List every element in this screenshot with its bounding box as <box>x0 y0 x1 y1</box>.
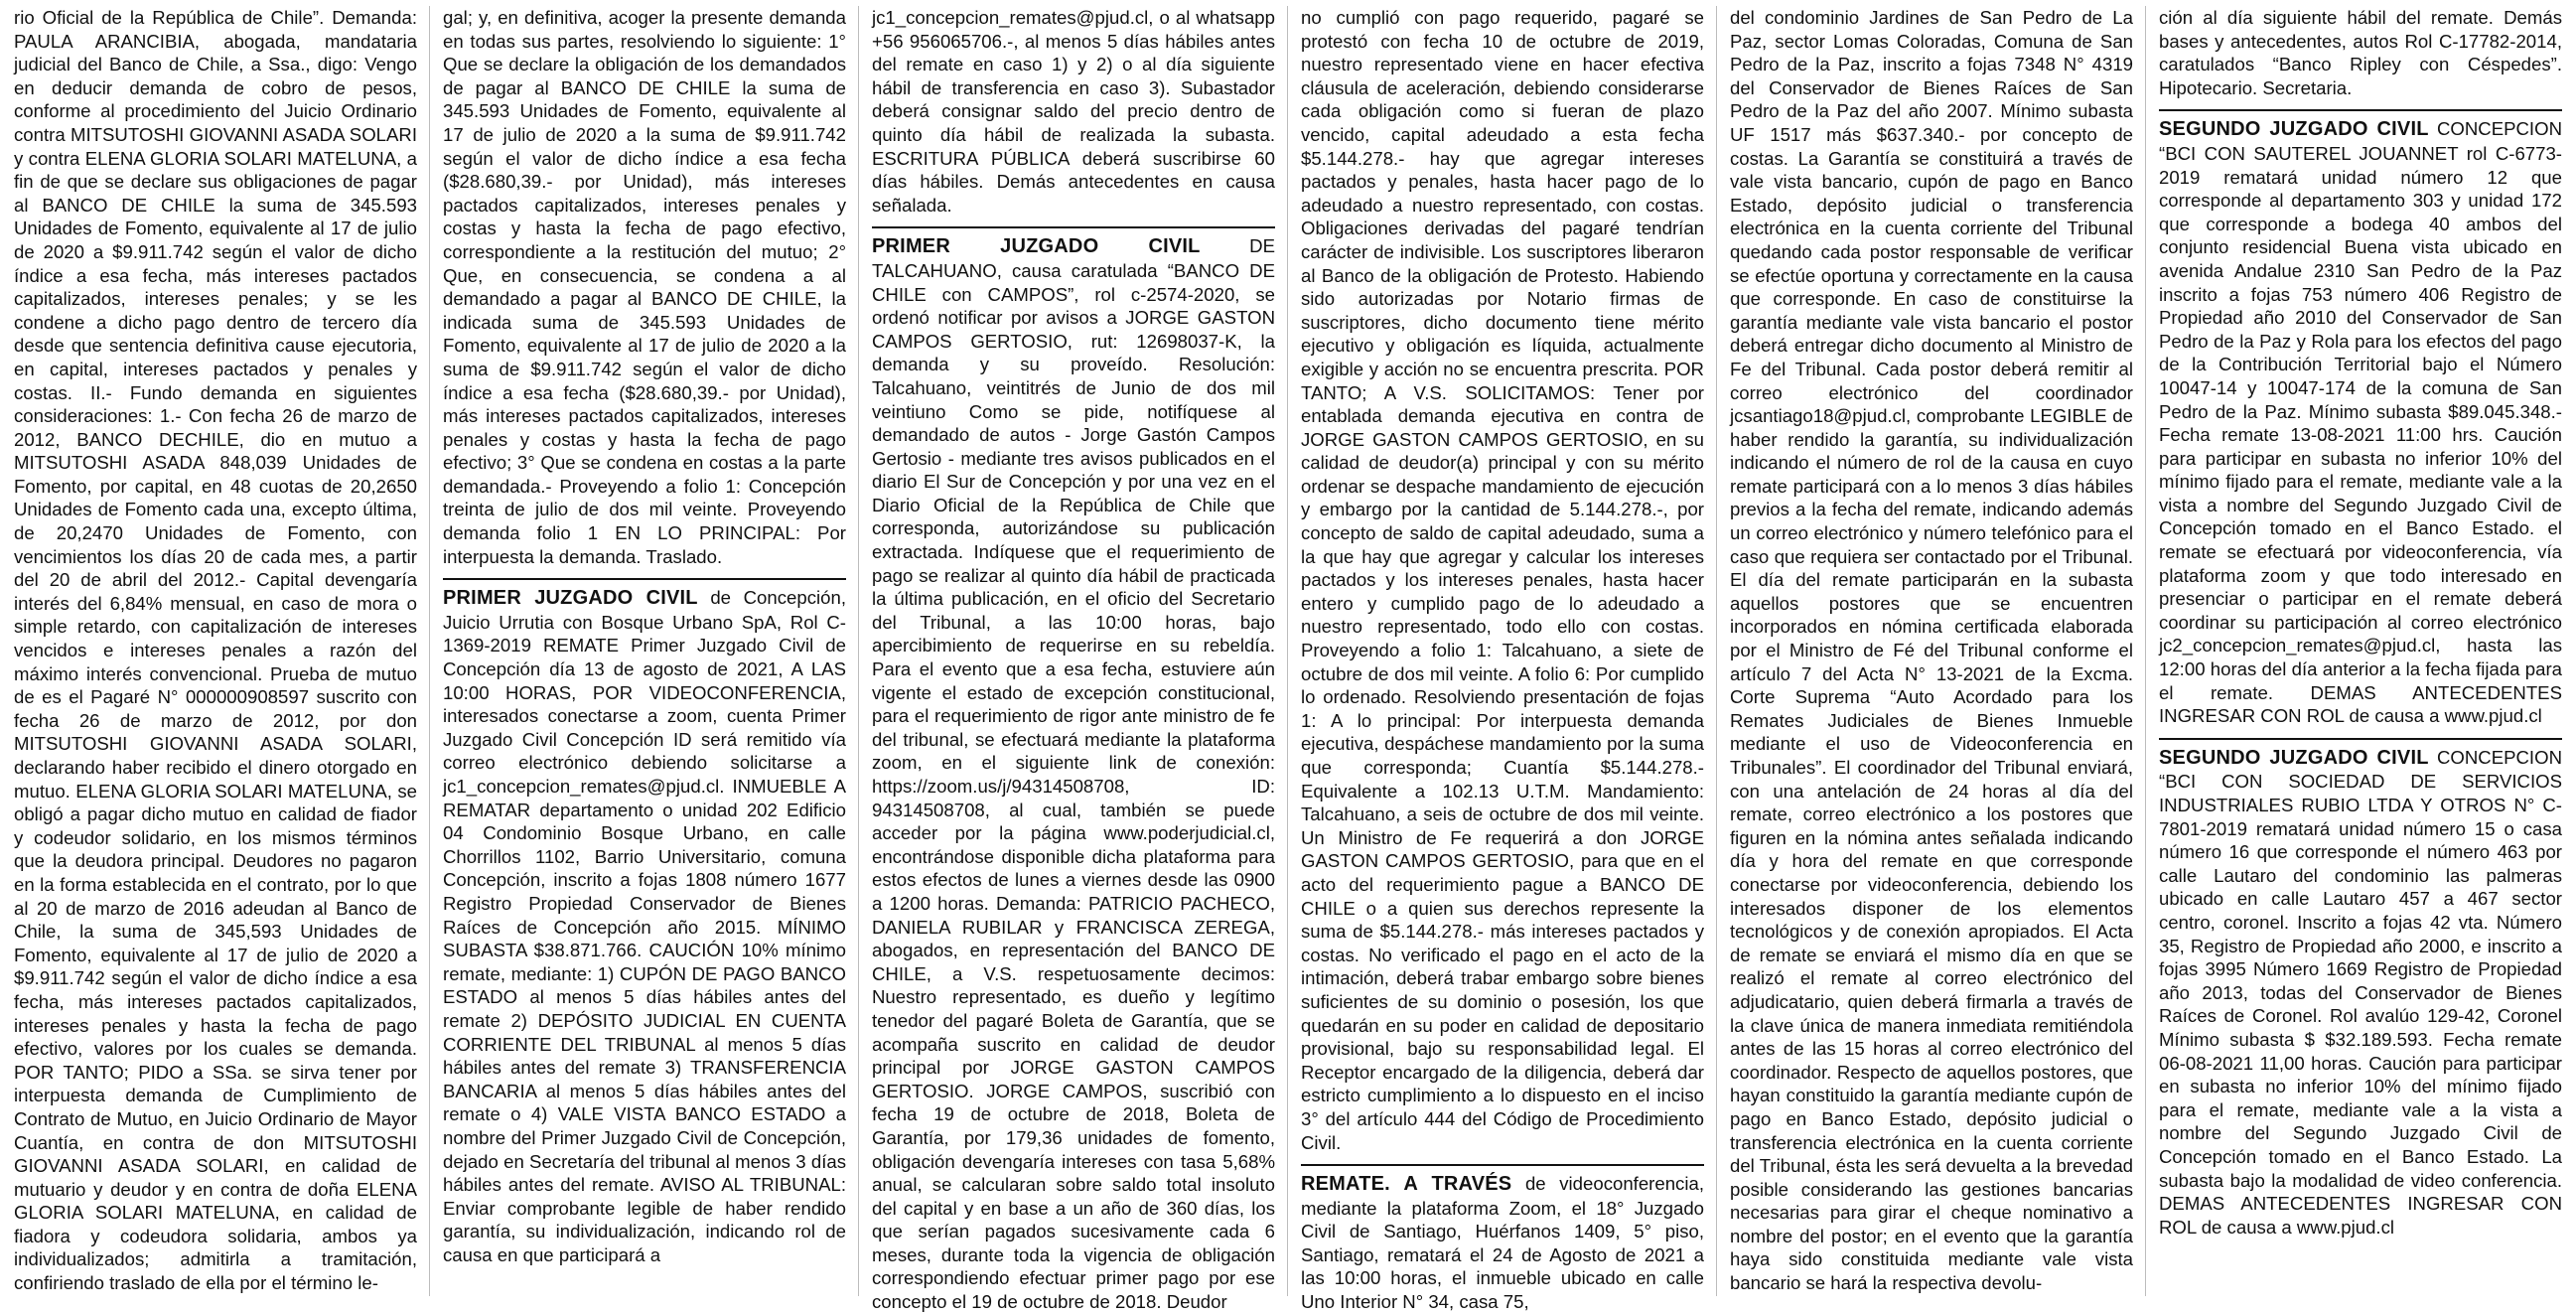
notice-paragraph <box>872 234 1275 1313</box>
notice-body-text: CONCEPCION “BCI CON SOCIEDAD DE SERVICIOS INDUSTRIALES RUBIO LTDA Y OTROS N° C-7801-2019 rematará unidad número 15 o casa número 16 que corresponde el número 463 por calle Lautaro del condominio las palmeras ubicado en calle Lautaro 457 a 467 sector centro, coronel. Inscrito a fojas 42 vta. Número 35, Registro de Propiedad año 2000, e inscrito a fojas 3995 Número 1669 Registro de Propiedad año 2013, todas del Conservador de Bienes Raíces de Coronel. Rol avalúo 129-42, Coronel Mínimo subasta $ $32.189.593. Fecha remate 06-08-2021 11,00 horas. Caución para participar en subasta no inferior 10% del mínimo fijado para el remate, mediante vale a la vista a nombre del Segundo Juzgado Civil de Concepción tomado en el Banco Estado. La subasta bajo la modalidad de video conferencia. DEMAS ANTECEDENTES INGRESAR CON ROL de causa a www.pjud.cl <box>2159 746 2562 1238</box>
column-5 <box>1730 6 2133 1296</box>
notice-heading: SEGUNDO JUZGADO CIVIL <box>2159 118 2429 141</box>
notice-body-text: no cumplió con pago requerido, pagaré se protestó con fecha 10 de octubre de 2019, nuestro representado viene en hacer efectiva cláusula de aceleración, debiendo considerarse cada obligación como si fueran de plazo vencido, capital adeudado a esta fecha $5.144.278.- hay que agregar intereses pactados y penales, hasta hacer pago de lo adeudado a nuestro representado, con costas. Obligaciones derivadas del pagaré tendrían carácter de indivisible. Los suscriptores liberaron al Banco de la obligación de Protesto. Habiendo sido autorizadas por Notario firmas de suscriptores, dicho documento tiene mérito ejecutivo y obligación es líquida, actualmente exigible y acción no se encuentra prescrita. POR TANTO; A V.S. SOLICITAMOS: Tener por entablada demanda ejecutiva en contra de JORGE GASTON CAMPOS GERTOSIO, en su calidad de deudor(a) principal y con su mérito ordenar se despache mandamiento de ejecución y embargo por la cantidad de 5.144.278.-, por concepto de saldo de capital adeudado, suma a la que hay que agregar y calcular los intereses pactados y los intereses penales, hasta hacer entero y cumplido pago de lo adeudado a nuestro representado, todo ello con costas. Proveyendo a folio 1: Talcahuano, a siete de octubre de dos mil veinte. A folio 6: Por cumplido lo ordenado. Resolviendo presentación de fojas 1: A lo principal: Por interpuesta demanda ejecutiva, despáchese mandamiento por la suma que corresponda; Cuantía $5.144.278.- Equivalente a 102.13 U.T.M. Mandamiento: Talcahuano, a seis de octubre de dos mil veinte. Un Ministro de Fe requerirá a don JORGE GASTON CAMPOS GERTOSIO, para que en el acto del requerimiento pague a BANCO DE CHILE o a quien sus derechos represente la suma de $5.144.278.- más intereses pactados y costas. No verificado el pago en el acto de la intimación, deberá trabar embargo sobre bienes suficientes de su dominio o posesión, los que quedarán en su poder en calidad de depositario provisional, bajo su responsabilidad legal. El Receptor encargado de la diligencia, deberá dar estricto cumplimiento a lo dispuesto en el inciso 3° del artículo 444 del Código de Procedimiento Civil. <box>1301 7 1704 1153</box>
notice-heading: REMATE. A TRAVÉS <box>1301 1173 1512 1196</box>
notice-heading: PRIMER JUZGADO CIVIL <box>443 587 698 610</box>
column-1 <box>14 6 417 1296</box>
notice-divider <box>443 578 846 580</box>
notice-body-text: gal; y, en definitiva, acoger la presente demanda en todas sus partes, resolviendo lo siguiente: 1° Que se declare la obligación de los demandados de pagar al BANCO DE CHILE la suma de 345.593 Unidades de Fomento, equivalente al 17 de julio de 2020 a la suma de $9.911.742 según el valor de dicho índice a esa fecha ($28.680,39.- por Unidad), más intereses pactados capitalizados, intereses penales y costas y hasta la fecha de pago efectivo, correspondiente a la restitución del mutuo; 2° Que, en consecuencia, se condena a al demandado a pagar al BANCO DE CHILE, la indicada suma de 345.593 Unidades de Fomento, equivalente al 17 de julio de 2020 a la suma de $9.911.742 según el valor de dicho índice a esa fecha ($28.680,39.- por Unidad), más intereses pactados capitalizados, intereses penales y costas y hasta la fecha de pago efectivo; 3° Que se condena en costas a la parte demandada.- Proveyendo a folio 1: Concepción treinta de julio de dos mil veinte. Proveyendo demanda folio 1 EN LO PRINCIPAL: Por interpuesta la demanda. Traslado. <box>443 7 846 567</box>
column-2 <box>443 6 846 1296</box>
notice-body-text: ción al día siguiente hábil del remate. Demás bases y antecedentes, autos Rol C-17782-2014, caratulados “Banco Ripley con Céspedes”. Hipotecario. Secretaria. <box>2159 7 2562 98</box>
column-6 <box>2159 6 2562 1296</box>
notice-body-text: rio Oficial de la República de Chile”. Demanda: PAULA ARANCIBIA, abogada, mandataria judicial del Banco de Chile, a Ssa., digo: Vengo en deducir demanda de cobro de pesos, conforme al procedimiento del Juicio Ordinario contra MITSUTOSHI GIOVANNI ASADA SOLARI y contra ELENA GLORIA SOLARI MATELUNA, a fin de que se declare sus obligaciones de pagar al BANCO DE CHILE la suma de 345.593 Unidades de Fomento, equivalente al 17 de julio de 2020 a $9.911.742 según el valor de dicho índice a esa fecha, más intereses pactados capitalizados, intereses penales; y se les condene a dicho pago dentro de tercero día desde que sentencia definitiva cause ejecutoria, en capital, intereses pactados y penales y costas. II.- Fundo demanda en siguientes consideraciones: 1.- Con fecha 26 de marzo de 2012, BANCO DECHILE, dio en mutuo a MITSUTOSHI ASADA 848,039 Unidades de Fomento, por capital, en 48 cuotas de 20,2650 Unidades de Fomento cada una, excepto última, de 20,2470 Unidades de Fomento, con vencimientos los días 20 de cada mes, a partir del 20 de abril del 2012.- Capital devengaría interés del 6,84% mensual, en caso de mora o simple retardo, con capitalización de intereses vencidos e intereses penales a razón del máximo interés convencional. Prueba de mutuo de es el Pagaré N° 000000908597 suscrito con fecha 26 de marzo de 2012, por don MITSUTOSHI GIOVANNI ASADA SOLARI, declarando haber recibido el dinero otorgado en mutuo. ELENA GLORIA SOLARI MATELUNA, se obligó a pagar dicho mutuo en calidad de fiador y codeudor solidario, en los mismos términos que la deudora principal. Deudores no pagaron en la forma establecida en el contrato, por lo que al 20 de marzo de 2016 adeudan al Banco de Chile, la suma de 345,593 Unidades de Fomento, equivalente al 17 de julio de 2020 a $9.911.742 según el valor de dicho índice a esa fecha, más intereses pactados capitalizados, intereses penales y hasta la fecha de pago efectivo, valores por los cuales se demanda. POR TANTO; PIDO a SSa. se sirva tener por interpuesta demanda de Cumplimiento de Contrato de Mutuo, en Juicio Ordinario de Mayor Cuantía, en contra de don MITSUTOSHI GIOVANNI ASADA SOLARI, en calidad de mutuario y deudor y en contra de doña ELENA GLORIA SOLARI MATELUNA, en calidad de fiadora y codeudora solidaria, ambos ya individualizados; admitirla a tramitación, confiriendo traslado de ella por el término le- <box>14 7 417 1294</box>
notice-paragraph <box>14 6 417 1295</box>
notice-paragraph <box>443 586 846 1266</box>
notice-paragraph <box>2159 117 2562 727</box>
column-3 <box>872 6 1276 1313</box>
notice-body-text: de Concepción, Juicio Urrutia con Bosque Urbano SpA, Rol C-1369-2019 REMATE Primer Juzgado Civil de Concepción día 13 de agosto de 2021, A LAS 10:00 HORAS, POR VIDEOCONFERENCIA, interesados conectarse a zoom, cuenta Primer Juzgado Civil Concepción ID será remitido vía correo electrónico debiendo solicitarse a jc1_concepcion_remates@pjud.cl. INMUEBLE A REMATAR departamento o unidad 202 Edificio 04 Condominio Bosque Urbano, en calle Chorrillos 1102, Barrio Universitario, comuna Concepción, inscrito a fojas 1808 número 1677 Registro Propiedad Conservador de Bienes Raíces de Concepción año 2015. MÍNIMO SUBASTA $38.871.766. CAUCIÓN 10% mínimo remate, mediante: 1) CUPÓN DE PAGO BANCO ESTADO al menos 5 días hábiles antes del remate 2) DEPÓSITO JUDICIAL EN CUENTA CORRIENTE DEL TRIBUNAL al menos 5 días hábiles antes del remate 3) TRANSFERENCIA BANCARIA al menos 5 días hábiles antes del remate o 4) VALE VISTA BANCO ESTADO a nombre del Primer Juzgado Civil de Concepción, dejado en Secretaría del tribunal al menos 3 días hábiles antes del remate. AVISO AL TRIBUNAL: Enviar comprobante legible de haber rendido garantía, su individualización, indicando rol de causa en que participará a <box>443 587 846 1265</box>
notice-paragraph <box>2159 6 2562 99</box>
notice-paragraph <box>2159 746 2562 1239</box>
notice-divider <box>1301 1164 1704 1166</box>
notice-body-text: jc1_concepcion_remates@pjud.cl, o al whatsapp +56 956065706.-, al menos 5 días hábiles antes del remate en caso 1) y 2) o al día siguiente hábil de transferencia en caso 3). Subastador deberá consignar saldo del precio dentro de quinto día hábil de realizada la subasta. ESCRITURA PÚBLICA deberá suscribirse 60 días hábiles. Demás antecedentes en causa señalada. <box>872 7 1275 216</box>
notice-body-text: DE TALCAHUANO, causa caratulada “BANCO DE CHILE con CAMPOS”, rol c-2574-2020, se ordenó notificar por avisos a JORGE GASTON CAMPOS GERTOSIO, rut: 12698037-K, la demanda y su proveído. Resolución: Talcahuano, veintitrés de Junio de dos mil veintiuno Como se pide, notifíquese al demandado de autos - Jorge Gastón Campos Gertosio - mediante tres avisos publicados en el diario El Sur de Concepción y por una vez en el Diario Oficial de la República de Chile que corresponda, autorizándose su publicación extractada. Indíquese que el requerimiento de pago se realizar al quinto día hábil de practicada la última publicación, en el oficio del Secretario del Tribunal, a las 10:00 horas, bajo apercibimiento de requerirse en su rebeldía. Para el evento que a esa fecha, estuviere aún vigente el estado de excepción constitucional, para el requerimiento de rigor ante ministro de fe del tribunal, se efectuará mediante la plataforma zoom, en el siguiente link de conexión: https://zoom.us/j/94314508708, ID: 94314508708, al cual, también se puede acceder por la página www.poderjudicial.cl, encontrándose disponible dicha plataforma para estos efectos de lunes a viernes desde las 0900 a 1200 horas. Demanda: PATRICIO PACHECO, DANIELA RUBILAR y FRANCISCA ZEREGA, abogados, en representación del BANCO DE CHILE, a V.S. respetuosamente decimos: Nuestro representado, es dueño y legítimo tenedor del pagaré Boleta de Garantía, que se acompaña suscrito en calidad de deudor principal por JORGE GASTON CAMPOS GERTOSIO. JORGE CAMPOS, suscribió con fecha 19 de octubre de 2018, Boleta de Garantía, por 179,36 unidades de fomento, obligación devengaría intereses con tasa 5,68% anual, se calcularan sobre saldo total insoluto del capital y en base a un año de 360 días, los que serían pagados sucesivamente cada 6 meses, durante toda la vigencia de obligación correspondiendo efectuar primer pago por ese concepto el 19 de octubre de 2018. Deudor <box>872 235 1276 1313</box>
column-4 <box>1301 6 1704 1313</box>
notice-divider <box>2159 109 2562 111</box>
notice-heading: SEGUNDO JUZGADO CIVIL <box>2159 746 2429 769</box>
notice-paragraph <box>443 6 846 568</box>
notice-paragraph <box>872 6 1275 217</box>
notice-heading: PRIMER JUZGADO CIVIL <box>872 235 1201 258</box>
notice-paragraph <box>1301 1172 1704 1314</box>
notice-divider <box>2159 738 2562 740</box>
notice-paragraph <box>1301 6 1704 1154</box>
notice-body-text: de videoconferencia, mediante la plataforma Zoom, el 18° Juzgado Civil de Santiago, Huérfanos 1409, 5° piso, Santiago, rematará el 24 de Agosto de 2021 a las 10:00 horas, el inmueble ubicado en calle Uno Interior N° 34, casa 75, <box>1301 1173 1704 1313</box>
notice-body-text: del condominio Jardines de San Pedro de La Paz, sector Lomas Coloradas, Comuna de San Pedro de la Paz, inscrito a fojas 7348 N° 4319 del Conservador de Bienes Raíces de San Pedro de la Paz del año 2007. Mínimo subasta UF 1517 más $637.340.- por concepto de costas. La Garantía se constituirá a través de vale vista bancario, cupón de pago en Banco Estado, depósito judicial o transferencia electrónica en la cuenta corriente del Tribunal quedando cada postor responsable de verificar se efectúe oportuna y correctamente en la causa que corresponde. En caso de constituirse la garantía mediante vale vista bancario el postor deberá entregar dicho documento al Ministro de Fe del Tribunal. Cada postor deberá remitir al correo electrónico del coordinador jcsantiago18@pjud.cl, comprobante LEGIBLE de haber rendido la garantía, su individualización indicando el número de rol de la causa en cuyo remate participará con a lo menos 3 días hábiles previos a la fecha del remate, indicando además un correo electrónico y número telefónico para el caso que requiera ser contactado por el Tribunal. El día del remate participarán en la subasta aquellos postores que se encuentren incorporados en nómina certificada elaborada por el Ministro de Fé del Tribunal conforme el artículo 7 del Acta N° 13-2021 de la Excma. Corte Suprema “Auto Acordado para los Remates Judiciales de Bienes Inmueble mediante el uso de Videoconferencia en Tribunales”. El coordinador del Tribunal enviará, con una antelación de 24 horas al día del remate, correo electrónico a los postores que figuren en la nómina antes señalada indicando día y hora del remate en que corresponde conectarse por videoconferencia, debiendo los interesados disponer de los elementos tecnológicos y de conexión apropiados. El Acta de remate se enviará el mismo día en que se realizó el remate al correo electrónico del adjudicatario, quien deberá firmarla a través de la clave única de manera inmediata remitiéndola antes de las 15 horas al correo electrónico del coordinador. Respecto de aquellos postores, que hayan constituido la garantía mediante cupón de pago en Banco Estado, depósito judicial o transferencia electrónica en la cuenta corriente del Tribunal, ésta les será devuelta a la brevedad posible considerando las gestiones bancarias necesarias para girar el cheque nominativo a nombre del postor; en el evento que la garantía haya sido constituida mediante vale vista bancario se hará la respectiva devolu- <box>1730 7 2133 1294</box>
notice-divider <box>872 226 1275 228</box>
notice-paragraph <box>1730 6 2133 1295</box>
notice-body-text: CONCEPCION “BCI CON SAUTEREL JOUANNET rol C-6773-2019 rematará unidad número 12 que corresponde al departamento 303 y unidad 172 que corresponde a bodega 40 ambos del conjunto residencial Buena vista ubicado en avenida Andalue 2310 San Pedro de la Paz inscrito a fojas 753 número 406 Registro de Propiedad año 2010 del Conservador de San Pedro de la Paz y Rola para los efectos del pago de la Contribución Territorial bajo el Número 10047-14 y 10047-174 de la comuna de San Pedro de la Paz. Mínimo subasta $89.045.348.- Fecha remate 13-08-2021 11:00 hrs. Caución para participar en subasta no inferior 10% del mínimo fijado para el remate, mediante vale a la vista a nombre del Segundo Juzgado Civil de Concepción tomado en el Banco Estado. el remate se efectuará por videoconferencia, vía plataforma zoom y que todo interesado en presenciar o participar en el remate deberá coordinar su participación al correo electrónico jc2_concepcion_remates@pjud.cl, hasta las 12:00 horas del día anterior a la fecha fijada para el remate. DEMAS ANTECEDENTES INGRESAR CON ROL de causa a www.pjud.cl <box>2159 118 2562 727</box>
